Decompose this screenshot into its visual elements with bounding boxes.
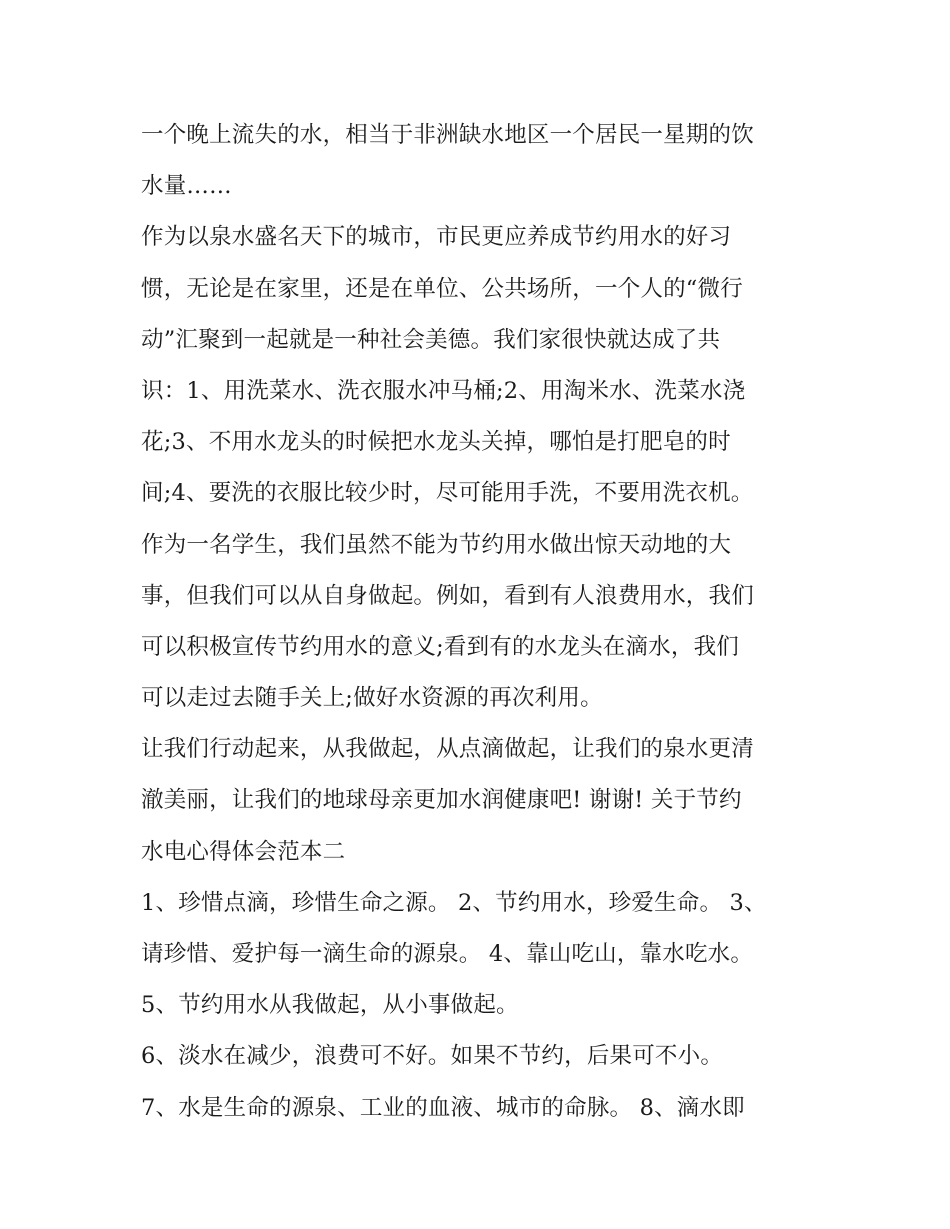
- text-line: 作为一名学生，我们虽然不能为节约用水做出惊天动地的大: [141, 531, 732, 558]
- text-line: 7、水是生命的源泉、工业的血液、城市的命脉。 8、滴水即: [141, 1094, 745, 1121]
- document-body: [141, 110, 821, 1134]
- text-line: 1、珍惜点滴，珍惜生命之源。 2、节约用水，珍爱生命。 3、: [141, 889, 767, 916]
- text-line: 5、节约用水从我做起，从小事做起。: [141, 992, 519, 1019]
- text-line: 事，但我们可以从自身做起。例如，看到有人浪费用水，我们: [141, 582, 754, 609]
- text-line: 花;3、不用水龙头的时候把水龙头关掉，哪怕是打肥皂的时: [141, 429, 731, 456]
- text-line: 一个晚上流失的水，相当于非洲缺水地区一个居民一星期的饮: [141, 122, 754, 148]
- text-line: 动”汇聚到一起就是一种社会美德。我们家很快就达成了共: [141, 326, 721, 353]
- text-line: 水量……: [141, 173, 232, 200]
- text-line: 可以积极宣传节约用水的意义;看到有的水龙头在滴水，我们: [141, 633, 739, 660]
- text-line: 识：1、用洗菜水、洗衣服水冲马桶;2、用淘米水、洗菜水浇: [141, 377, 746, 404]
- text-line: 可以走过去随手关上;做好水资源的再次利用。: [141, 685, 603, 712]
- text-line: 6、淡水在减少，浪费可不好。如果不节约，后果可不小。: [141, 1043, 724, 1070]
- text-line: 作为以泉水盛名天下的城市，市民更应养成节约用水的好习: [141, 224, 732, 251]
- text-line: 让我们行动起来，从我做起，从点滴做起，让我们的泉水更清: [141, 736, 754, 763]
- text-line: 惯，无论是在家里，还是在单位、公共场所，一个人的“微行: [141, 275, 743, 302]
- text-line: 请珍惜、爱护每一滴生命的源泉。 4、靠山吃山，靠水吃水。: [141, 941, 754, 967]
- text-line: 间;4、要洗的衣服比较少时，尽可能用手洗，不要用洗衣机。: [141, 480, 754, 507]
- text-line: 澈美丽，让我们的地球母亲更加水润健康吧! 谢谢! 关于节约: [141, 787, 742, 814]
- text-line: 水电心得体会范本二: [141, 838, 346, 865]
